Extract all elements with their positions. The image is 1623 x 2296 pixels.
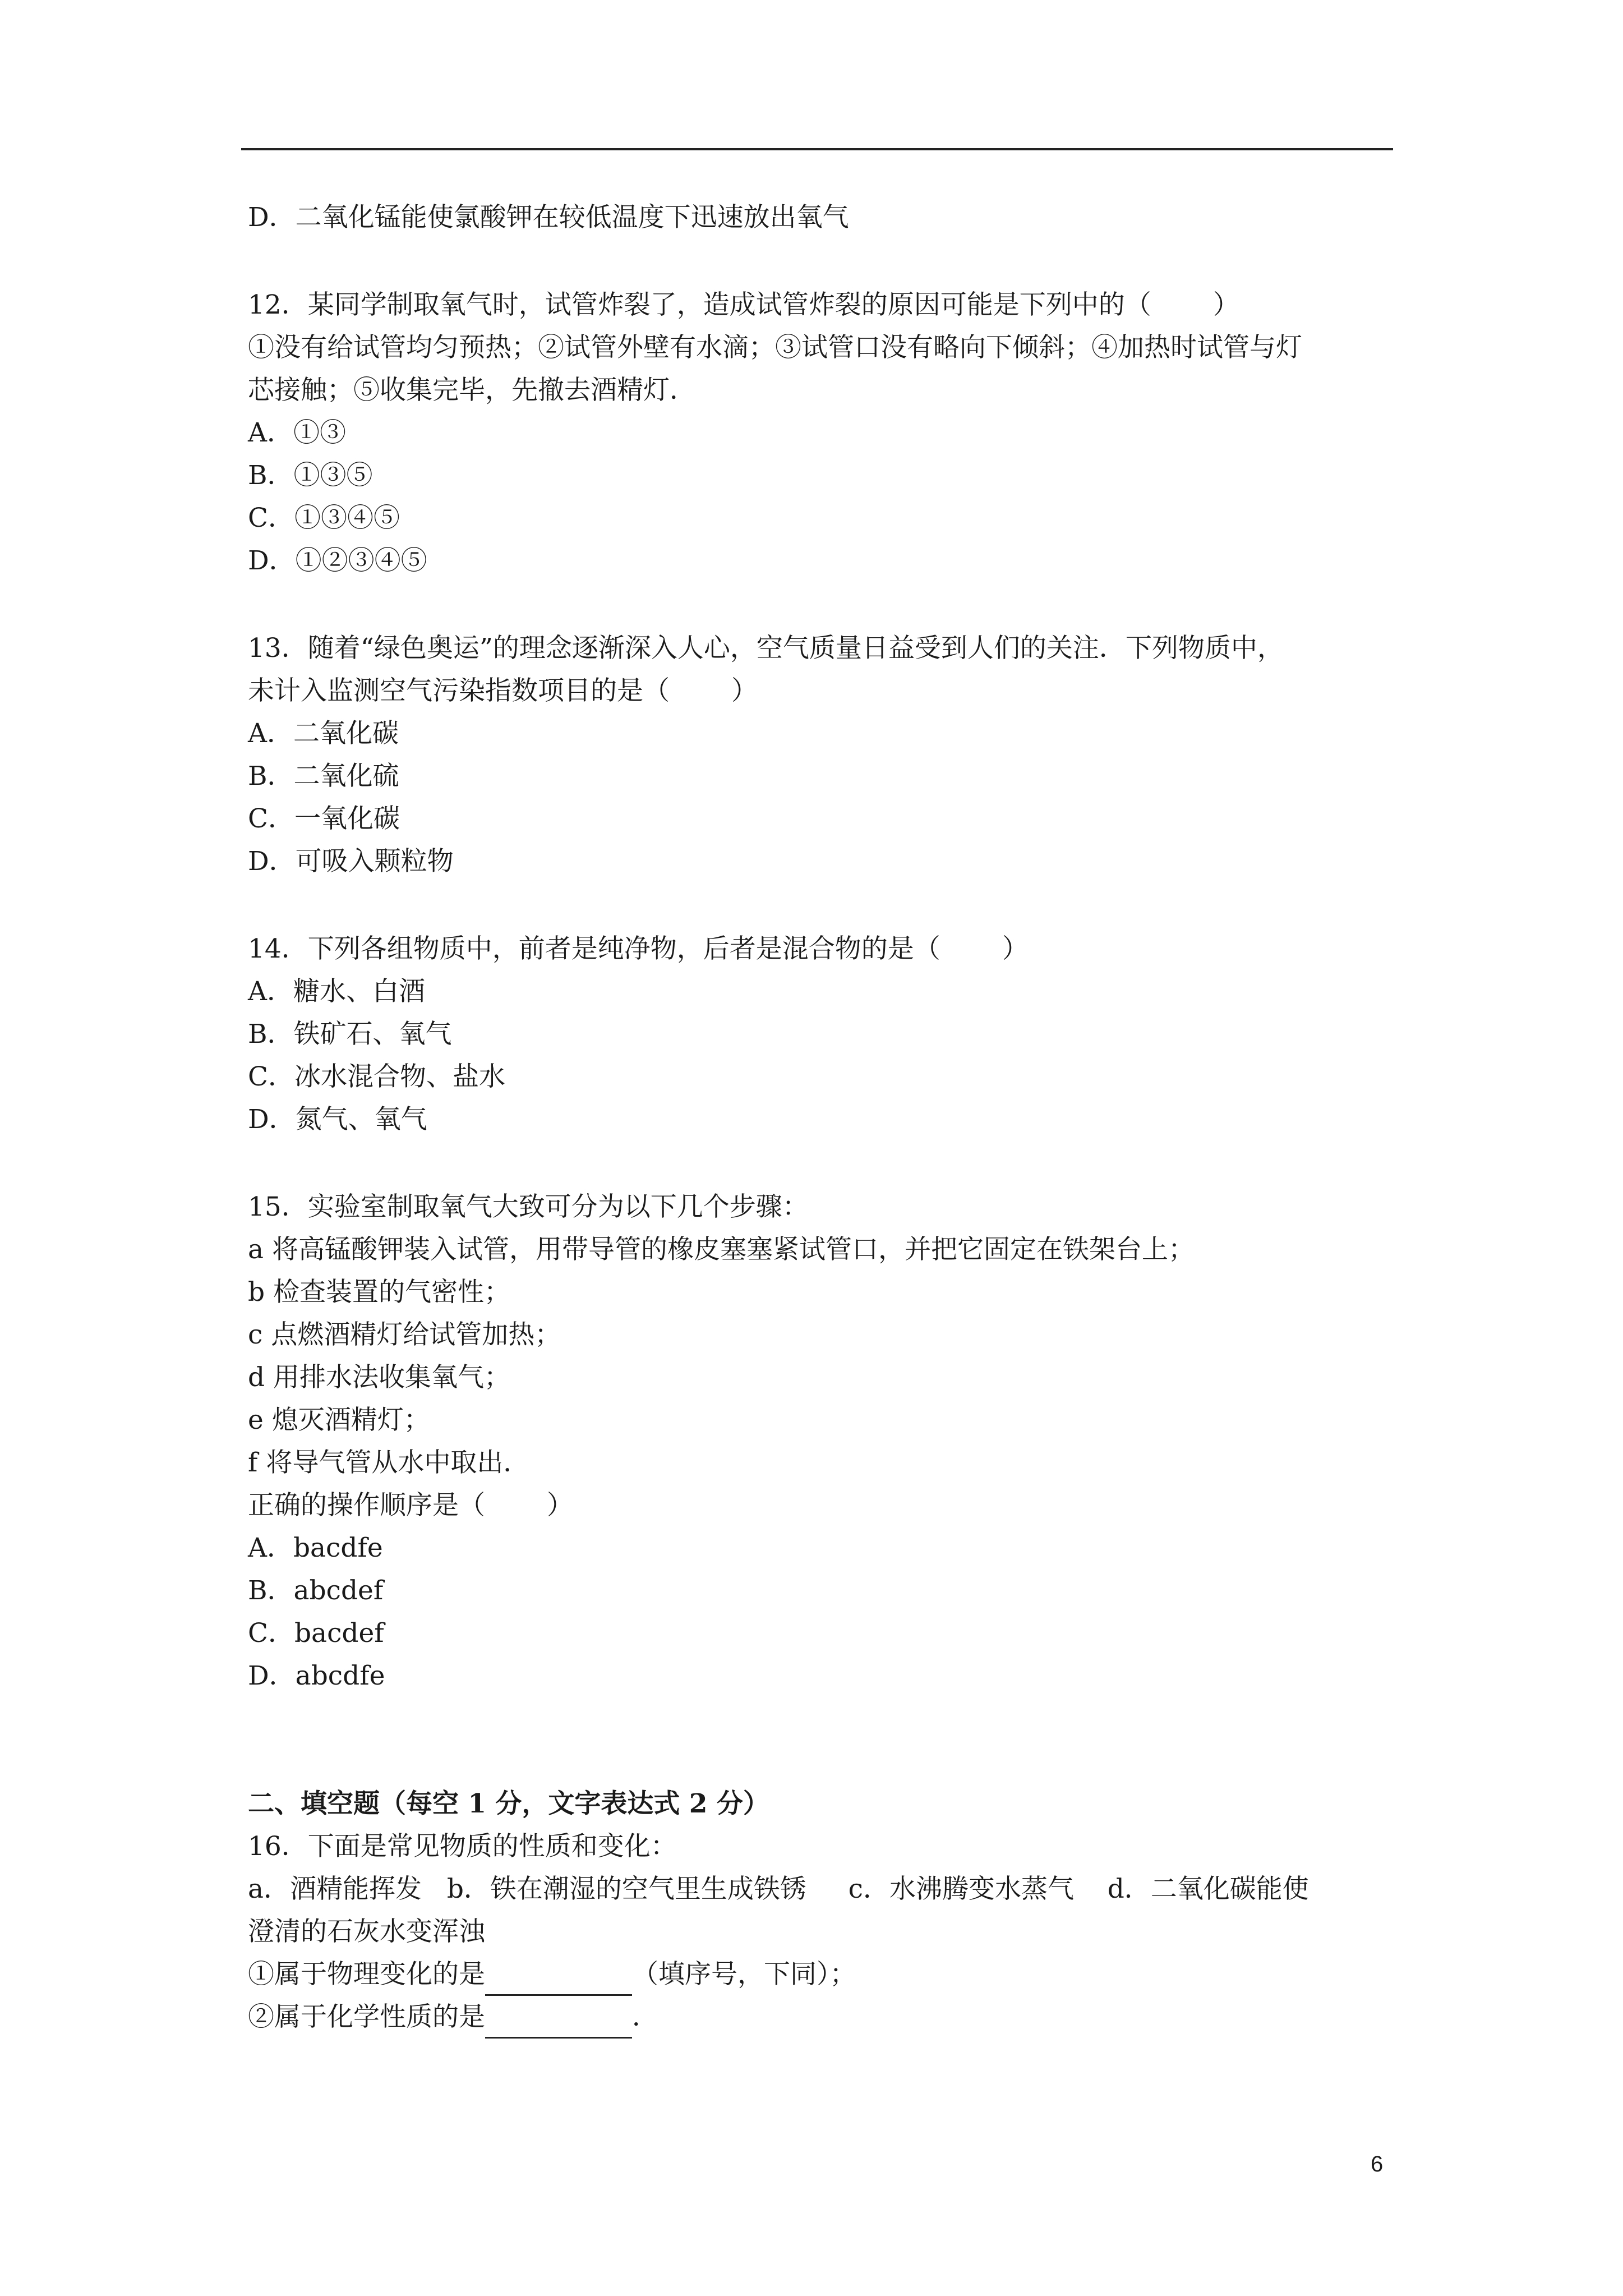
q14-option-c: C．冰水混合物、盐水 [248, 1061, 505, 1092]
page-content [248, 196, 1403, 2039]
q12-stem-text: 12．某同学制取氧气时，试管炸裂了，造成试管炸裂的原因可能是下列中的（ [248, 289, 1151, 320]
q12-option-c: C．①③④⑤ [248, 503, 400, 533]
q15-option-a: A．bacdfe [248, 1533, 383, 1563]
q15-ask-close: ） [547, 1490, 573, 1521]
q15-ask [248, 1484, 1403, 1527]
q14-stem-close: ） [1002, 933, 1029, 964]
q16-ask1 [248, 1953, 1403, 1996]
q13-stem-line2 [248, 670, 1403, 712]
q16-stem: 16．下面是常见物质的性质和变化： [248, 1831, 677, 1862]
q16-ask1-text: ①属于物理变化的是 [248, 1959, 485, 1990]
q12-option-a: A．①③ [248, 417, 346, 448]
q16-answer-blank-1[interactable] [485, 1964, 632, 1996]
q15-step-b: b 检查装置的气密性； [248, 1277, 511, 1308]
q12-stem-line2: ①没有给试管均匀预热；②试管外壁有水滴；③试管口没有略向下倾斜；④加热时试管与灯 [248, 332, 1302, 363]
q16-ask2 [248, 1996, 1403, 2039]
section-title-fill-in: 二、填空题（每空 1 分，文字表达式 2 分） [248, 1788, 769, 1819]
q12-stem [248, 284, 1403, 326]
q15-step-c: c 点燃酒精灯给试管加热； [248, 1319, 561, 1350]
q15-stem: 15．实验室制取氧气大致可分为以下几个步骤： [248, 1191, 809, 1222]
q11-option-d: D．二氧化锰能使氯酸钾在较低温度下迅速放出氧气 [248, 202, 849, 233]
q14-stem [248, 928, 1403, 970]
page-number: 6 [1371, 2152, 1384, 2177]
q12-stem-line3: 芯接触；⑤收集完毕，先撤去酒精灯． [248, 375, 696, 406]
q16-ask1-tail: （填序号，下同）； [632, 1959, 856, 1990]
q15-ask-text: 正确的操作顺序是（ [248, 1490, 485, 1521]
q15-step-a: a 将高锰酸钾装入试管，用带导管的橡皮塞塞紧试管口，并把它固定在铁架台上； [248, 1234, 1195, 1265]
q14-stem-text: 14．下列各组物质中，前者是纯净物，后者是混合物的是（ [248, 933, 940, 964]
q16-answer-blank-2[interactable] [485, 2007, 632, 2039]
q14-option-d: D．氮气、氧气 [248, 1104, 427, 1135]
q14-option-b: B．铁矿石、氧气 [248, 1019, 452, 1050]
q13-option-b: B．二氧化硫 [248, 761, 399, 792]
q13-stem-text: 未计入监测空气污染指数项目的是（ [248, 675, 670, 706]
q13-option-d: D．可吸入颗粒物 [248, 846, 454, 877]
q15-step-d: d 用排水法收集氧气； [248, 1362, 511, 1393]
q12-option-b: B．①③⑤ [248, 460, 373, 491]
q15-option-d: D．abcdfe [248, 1660, 385, 1691]
header-rule [241, 148, 1393, 150]
q13-stem-close: ） [731, 675, 758, 706]
q12-stem-close: ） [1212, 289, 1239, 320]
q15-option-c: C．bacdef [248, 1618, 384, 1649]
q16-line2: 澄清的石灰水变浑浊 [248, 1916, 485, 1947]
q13-stem: 13．随着“绿色奥运”的理念逐渐深入人心，空气质量日益受到人们的关注．下列物质中， [248, 633, 1284, 664]
q13-option-a: A．二氧化碳 [248, 718, 399, 749]
q16-ask2-text: ②属于化学性质的是 [248, 2001, 485, 2032]
q14-option-a: A．糖水、白酒 [248, 976, 425, 1007]
q15-step-f: f 将导气管从水中取出． [248, 1447, 530, 1478]
q15-step-e: e 熄灭酒精灯； [248, 1405, 430, 1435]
q12-option-d: D．①②③④⑤ [248, 545, 427, 576]
q16-line1: a．酒精能挥发 b．铁在潮湿的空气里生成铁锈 c．水沸腾变水蒸气 d．二氧化碳能使 [248, 1874, 1309, 1904]
q15-option-b: B．abcdef [248, 1575, 384, 1606]
q13-option-c: C．一氧化碳 [248, 803, 400, 834]
q16-ask2-tail: ． [632, 2001, 658, 2032]
